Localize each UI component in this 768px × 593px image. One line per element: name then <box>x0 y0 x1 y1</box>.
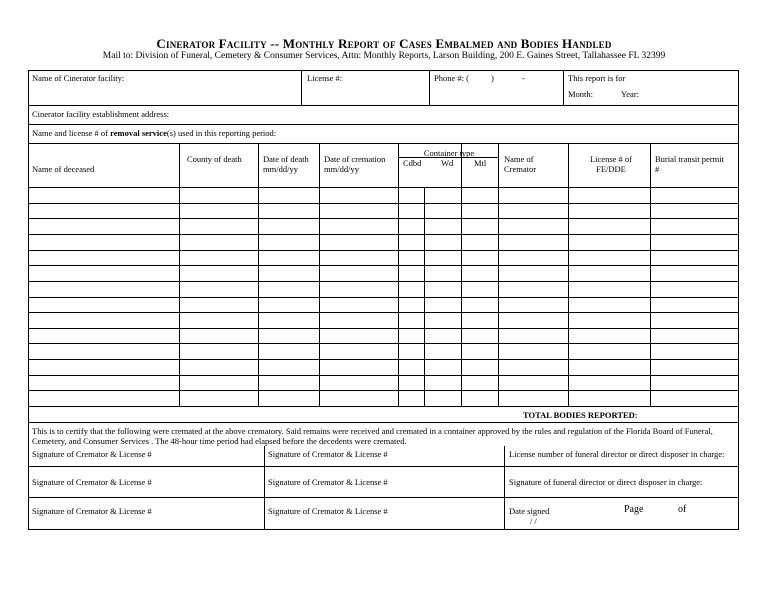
date-signed-field[interactable]: Date signed <box>509 506 550 516</box>
table-column-divider <box>398 143 399 406</box>
address-field[interactable]: Cinerator facility establishment address: <box>32 109 170 119</box>
table-column-divider <box>650 143 651 406</box>
table-row[interactable] <box>28 406 739 407</box>
header-section <box>28 70 739 106</box>
col-license-fe-line1: License # of <box>589 154 632 164</box>
col-date-cremation-line2: mm/dd/yy <box>324 164 359 174</box>
table-row[interactable] <box>28 281 739 282</box>
phone-label: Phone #: ( <box>434 73 469 83</box>
table-row[interactable] <box>28 265 739 266</box>
col-mtl: Mtl <box>474 158 487 168</box>
col-date-cremation <box>324 154 385 174</box>
table-row[interactable] <box>28 203 739 204</box>
cases-table <box>28 143 739 423</box>
fd-signature-field[interactable]: Signature of funeral director or direct disposer in charge: <box>509 477 703 487</box>
col-cremator-line2: Cremator <box>504 164 537 174</box>
col-burial-permit-line2: # <box>655 164 660 174</box>
page-of-label: of <box>678 504 687 515</box>
col-container-type: Container type <box>423 148 475 158</box>
col-wd: Wd <box>441 158 454 168</box>
table-row[interactable] <box>28 343 739 344</box>
table-column-divider <box>568 143 569 406</box>
year-field[interactable]: Year: <box>621 89 640 99</box>
facility-name-field[interactable]: Name of Cinerator facility: <box>32 73 125 83</box>
col-cdbd: Cdbd <box>403 158 422 168</box>
phone-field[interactable] <box>434 73 559 83</box>
table-column-divider <box>498 143 499 406</box>
removal-bold: removal service <box>110 128 167 138</box>
col-license-fe <box>572 154 650 174</box>
phone-dash: - <box>522 73 525 83</box>
total-bodies-label: TOTAL BODIES REPORTED: <box>523 410 638 420</box>
table-row[interactable] <box>28 297 739 298</box>
phone-close: ) <box>491 73 494 83</box>
month-field[interactable]: Month: <box>568 89 594 99</box>
sig-cremator-3[interactable]: Signature of Cremator & License # <box>32 477 152 487</box>
table-row[interactable] <box>28 375 739 376</box>
table-row[interactable] <box>28 328 739 329</box>
col-county: County of death <box>187 154 242 164</box>
removal-prefix: Name and license # of <box>32 128 111 138</box>
table-row[interactable] <box>28 359 739 360</box>
mailing-address: Mail to: Division of Funeral, Cemetery & Consumer Services, Attn: Monthly Reports, Larson Building, 200 E. Gaines Street, Tallahassee FL 32399 <box>102 51 666 61</box>
col-deceased: Name of deceased <box>32 164 95 174</box>
table-row[interactable] <box>28 312 739 313</box>
sig-cremator-2[interactable]: Signature of Cremator & License # <box>268 449 388 459</box>
col-cremator-line1: Name of <box>504 154 534 164</box>
sig-cremator-6[interactable]: Signature of Cremator & License # <box>268 506 388 516</box>
sig-cremator-4[interactable]: Signature of Cremator & License # <box>268 477 388 487</box>
col-date-death <box>263 154 309 174</box>
page-label: Page <box>624 504 644 515</box>
certify-text: This is to certify that the following were cremated at the above crematory. Said remains were received and cremated in a container approved by the rules and regulation of the Florida Board of Funeral, Cemetery, and Consumer Services . The 48-hour time period had elapsed before the decedents were cremated. <box>32 426 713 446</box>
table-row[interactable] <box>28 390 739 391</box>
table-row[interactable] <box>28 218 739 219</box>
col-date-death-line2: mm/dd/yy <box>263 164 298 174</box>
table-row[interactable] <box>28 187 739 188</box>
removal-service-field[interactable] <box>32 128 276 138</box>
col-license-fe-line2: FE/DDE <box>596 164 626 174</box>
table-column-divider <box>319 143 320 406</box>
col-burial-permit-line1: Burial transit permit <box>655 154 724 164</box>
fd-license-field[interactable]: License number of funeral director or direct disposer in charge: <box>509 449 725 459</box>
form-title: Cinerator Facility -- Monthly Report of Cases Embalmed and Bodies Handled <box>156 36 612 51</box>
report-for-label: This report is for <box>568 73 626 83</box>
removal-suffix: (s) used in this reporting period: <box>166 128 277 138</box>
table-column-divider <box>258 143 259 406</box>
sig-cremator-1[interactable]: Signature of Cremator & License # <box>32 449 152 459</box>
table-row[interactable] <box>28 234 739 235</box>
license-field[interactable]: License #: <box>307 73 343 83</box>
col-burial-permit <box>655 154 724 174</box>
col-cremator <box>504 154 536 174</box>
col-date-cremation-line1: Date of cremation <box>324 154 386 164</box>
sig-cremator-5[interactable]: Signature of Cremator & License # <box>32 506 152 516</box>
col-date-death-line1: Date of death <box>263 154 309 164</box>
table-row[interactable] <box>28 250 739 251</box>
date-slashes: / / <box>530 516 537 526</box>
table-column-divider <box>179 143 180 406</box>
